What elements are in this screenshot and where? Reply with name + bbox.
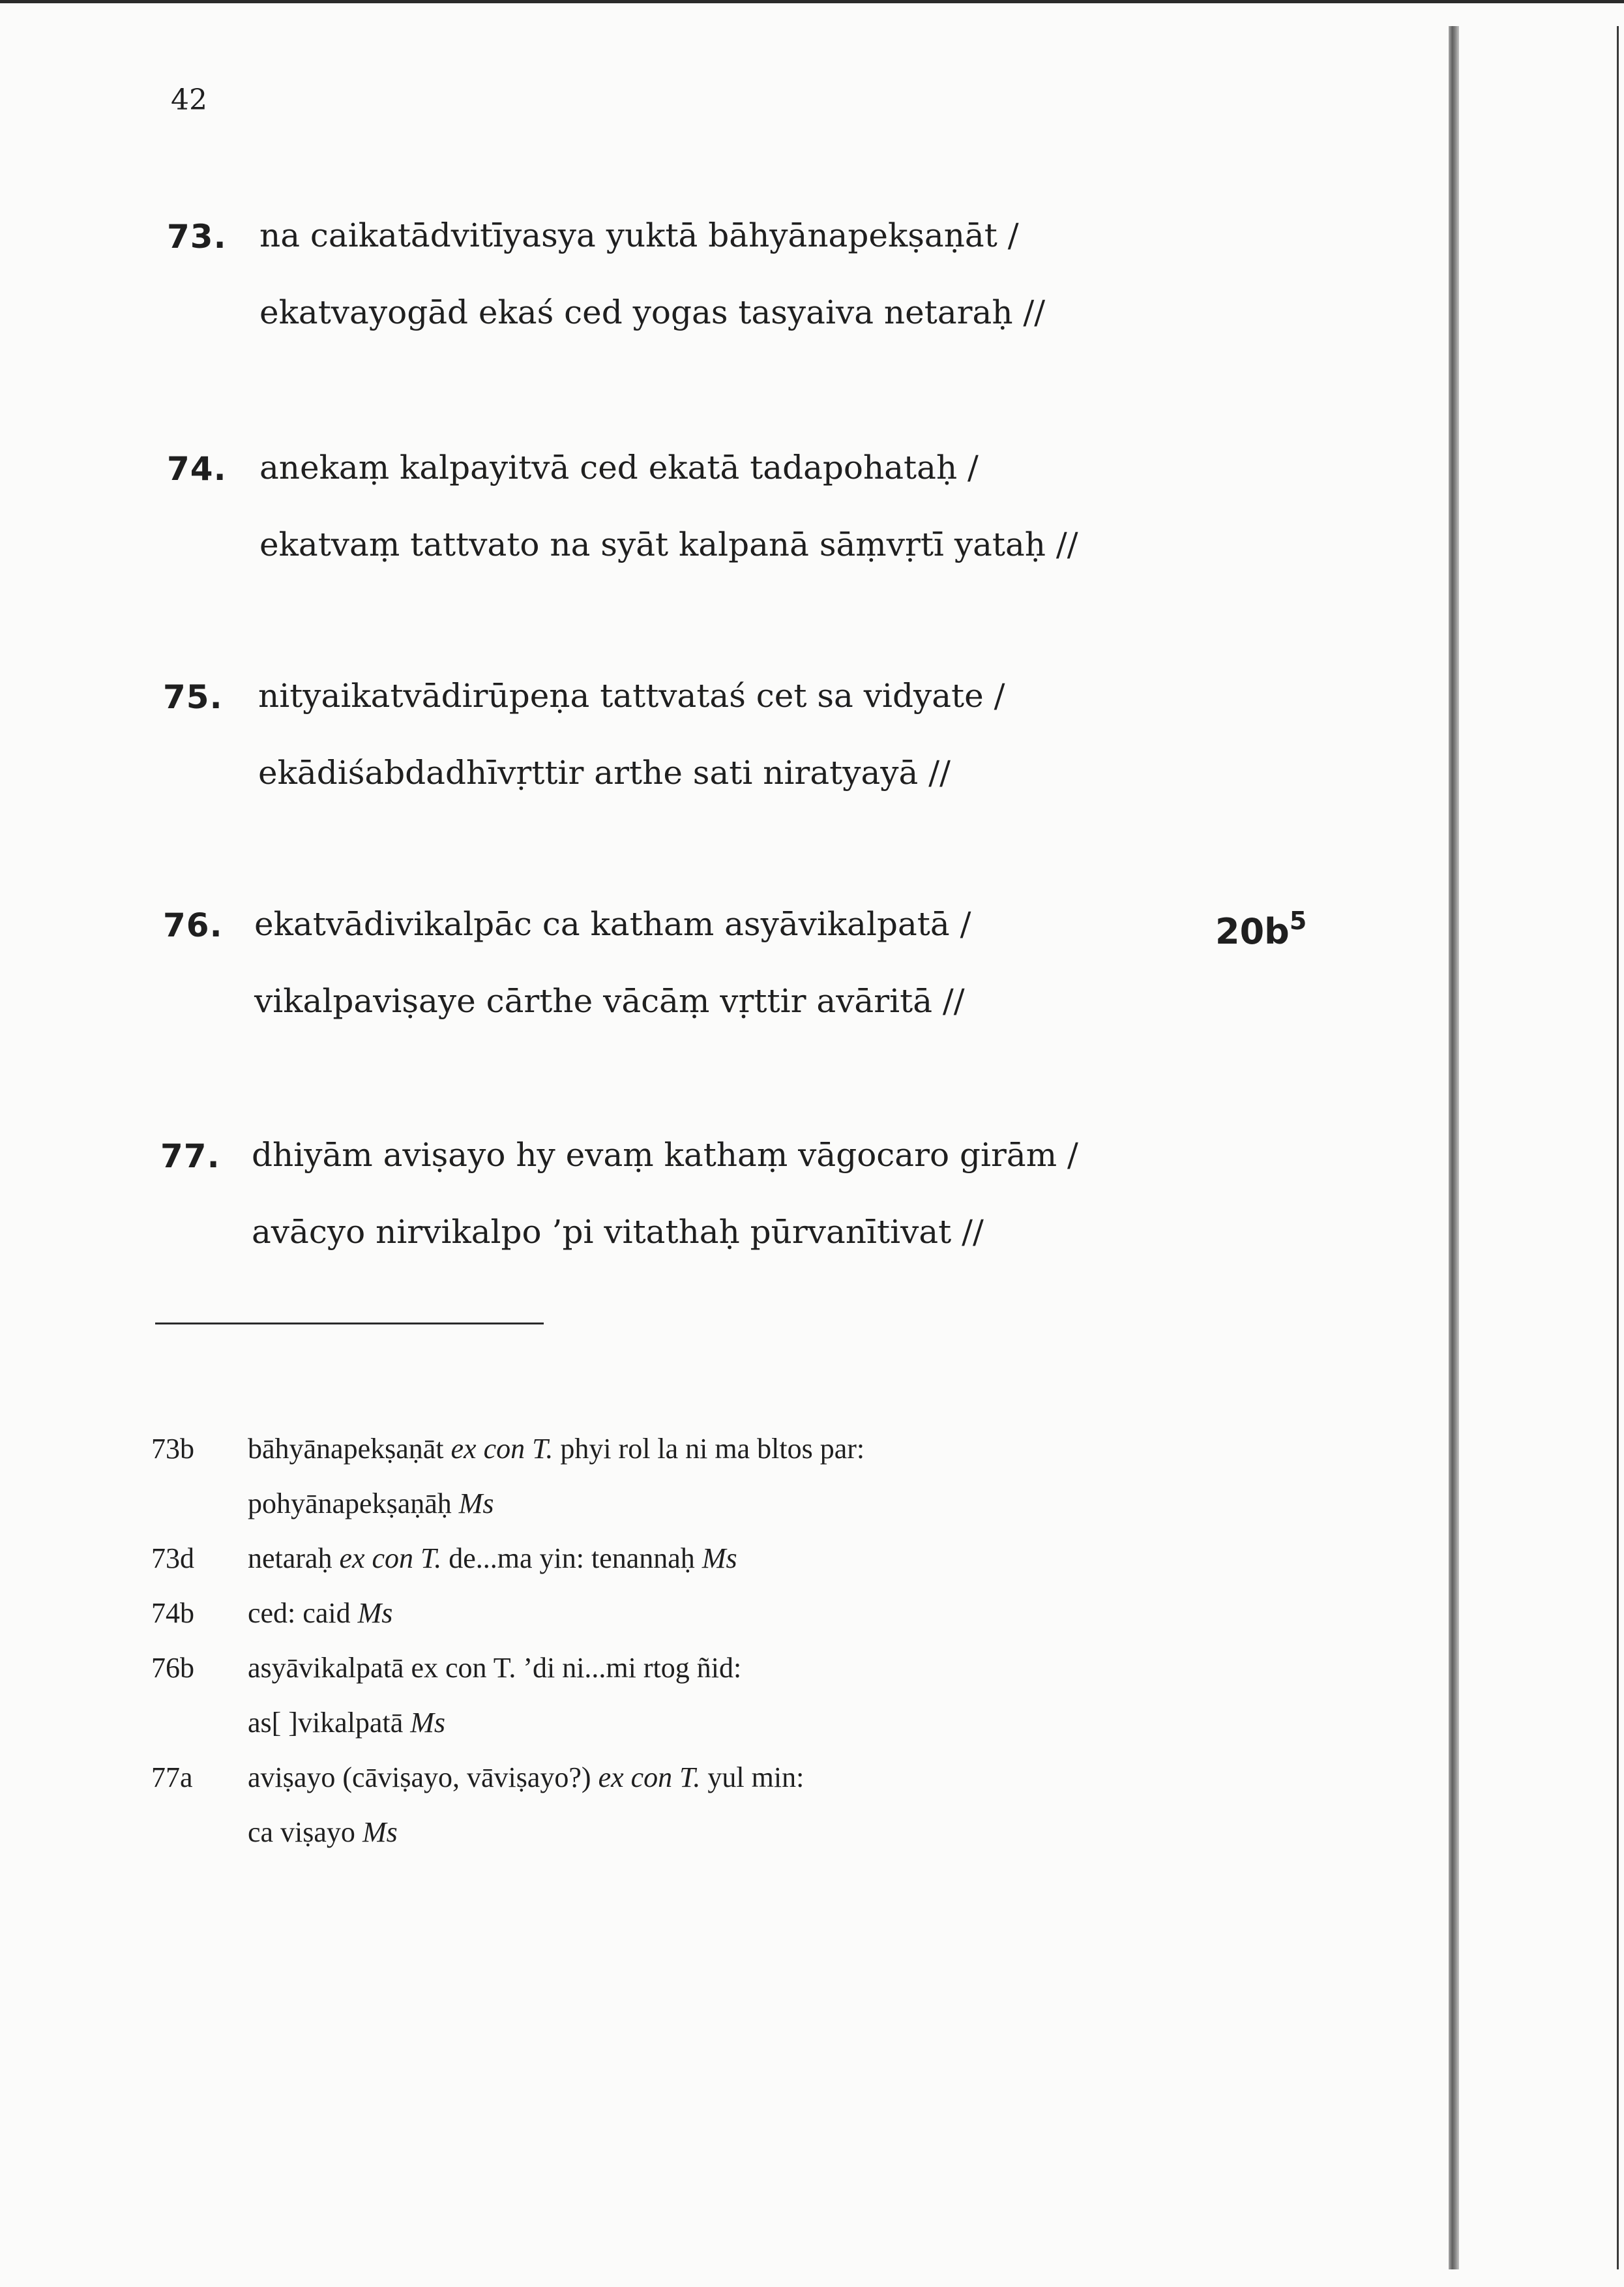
- verse-number: 76.: [163, 906, 223, 944]
- footnote-ref: 77a: [151, 1761, 193, 1793]
- page-number: 42: [171, 83, 207, 117]
- verse-line: na caikatādvitīyasya yuktā bāhyānapekṣaṇāt /: [259, 217, 1019, 254]
- footnote-lemma: ced: caid: [248, 1597, 351, 1629]
- footnote-ref: 74b: [151, 1597, 194, 1629]
- folio-reference: [1215, 906, 1307, 952]
- footnote-siglum: ex con T.: [598, 1761, 701, 1793]
- footnote-variant: ca viṣayo: [248, 1816, 355, 1848]
- verse-number: 77.: [160, 1137, 220, 1175]
- footnote-siglum: Ms: [458, 1487, 494, 1519]
- verse-line: anekaṃ kalpayitvā ced ekatā tadapohataḥ /: [259, 449, 979, 486]
- footnote-ref: 76b: [151, 1652, 194, 1684]
- page-right-edge: [1617, 26, 1619, 2269]
- footnote-siglum: ex con T.: [339, 1542, 442, 1574]
- footnote-reading: de...ma yin: tenannaḥ: [449, 1542, 695, 1574]
- footnote-reading: phyi rol la ni ma bltos par:: [560, 1433, 865, 1465]
- footnote-ref: 73d: [151, 1542, 194, 1574]
- verse-line: avācyo nirvikalpo ’pi vitathaḥ pūrvanītivat //: [252, 1213, 984, 1251]
- folio-line-superscript: 5: [1289, 906, 1307, 935]
- footnote-siglum: Ms: [357, 1597, 393, 1629]
- footnote-reading: yul min:: [707, 1761, 805, 1793]
- verse-line: nityaikatvādirūpeṇa tattvataś cet sa vidyate /: [258, 677, 1005, 715]
- footnote-lemma: aviṣayo (cāviṣayo, vāviṣayo?): [248, 1761, 591, 1793]
- verse-number: 73.: [167, 218, 227, 256]
- verse-number: 74.: [167, 450, 227, 488]
- verse-line: ekādiśabdadhīvṛttir arthe sati niratyayā //: [258, 754, 951, 792]
- footnote-siglum: ex con T.: [450, 1433, 554, 1465]
- footnote-line: [248, 1542, 737, 1575]
- verse-line: dhiyām aviṣayo hy evaṃ kathaṃ vāgocaro girām /: [252, 1136, 1078, 1174]
- scan-top-edge: [0, 0, 1624, 3]
- footnote-line: [248, 1487, 494, 1520]
- footnote-line: [248, 1651, 741, 1684]
- footnote-line: [248, 1432, 864, 1465]
- footnote-lemma: bāhyānapekṣaṇāt: [248, 1433, 444, 1465]
- footnote-siglum: Ms: [362, 1816, 398, 1848]
- footnote-line: [248, 1816, 398, 1849]
- footnote-separator: [155, 1323, 544, 1324]
- folio-label: 20b: [1215, 911, 1290, 952]
- footnote-line: [248, 1761, 804, 1794]
- footnote-line: [248, 1596, 392, 1630]
- footnote-lemma: asyāvikalpatā ex con T. ’di ni...mi rtog ñid:: [248, 1652, 742, 1684]
- binding-shadow: [1449, 26, 1459, 2269]
- verse-line: vikalpaviṣaye cārthe vācāṃ vṛttir avāritā //: [254, 982, 965, 1020]
- footnote-lemma: netaraḥ: [248, 1542, 332, 1574]
- footnote-variant: as[ ]vikalpatā: [248, 1707, 404, 1739]
- footnote-variant: pohyānapekṣaṇāḥ: [248, 1487, 452, 1519]
- verse-number: 75.: [163, 678, 223, 716]
- footnote-line: [248, 1706, 445, 1739]
- footnote-siglum: Ms: [701, 1542, 737, 1574]
- verse-line: ekatvādivikalpāc ca katham asyāvikalpatā /: [254, 905, 971, 943]
- footnote-ref: 73b: [151, 1433, 194, 1465]
- verse-line: ekatvayogād ekaś ced yogas tasyaiva netaraḥ //: [259, 293, 1046, 331]
- verse-line: ekatvaṃ tattvato na syāt kalpanā sāṃvṛtī yataḥ //: [259, 526, 1078, 563]
- footnote-siglum: Ms: [410, 1707, 445, 1739]
